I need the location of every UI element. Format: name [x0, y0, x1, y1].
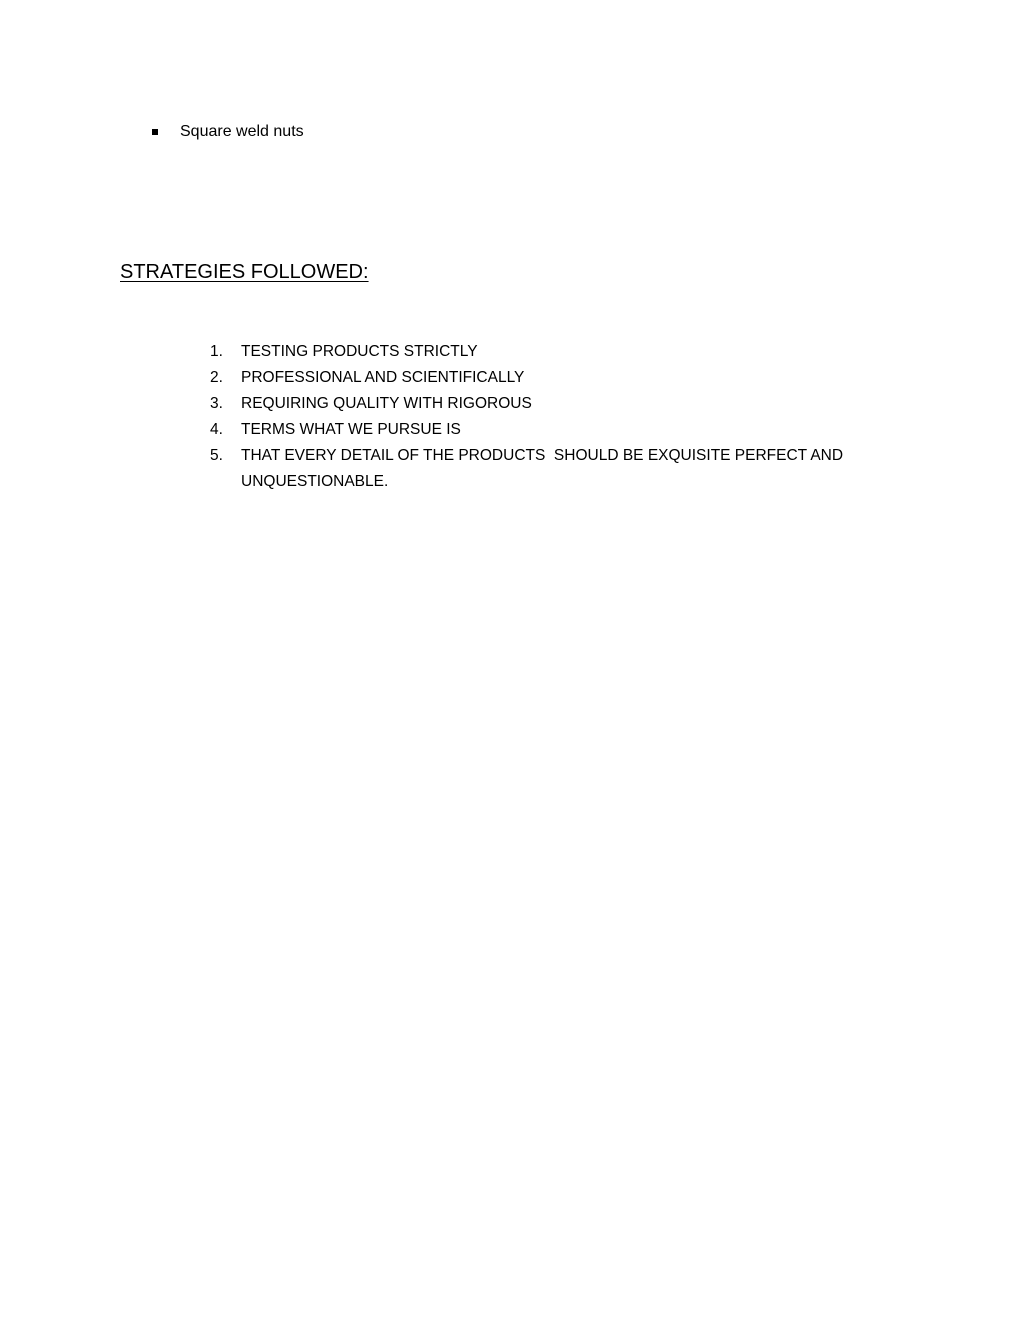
- bullet-list: [152, 121, 304, 143]
- list-item: [210, 443, 850, 495]
- list-item-number: 3.: [210, 395, 223, 412]
- list-item-number: 2.: [210, 369, 223, 386]
- list-item: [152, 121, 304, 143]
- list-item-text: Square weld nuts: [180, 123, 304, 140]
- list-item: [210, 417, 850, 443]
- list-item-text: THAT EVERY DETAIL OF THE PRODUCTS SHOULD BE EXQUISITE PERFECT AND UNQUESTIONABLE.: [241, 447, 848, 490]
- section-heading: STRATEGIES FOLLOWED:: [120, 261, 369, 283]
- list-item-number: 4.: [210, 421, 223, 438]
- list-item-text: REQUIRING QUALITY WITH RIGOROUS: [241, 395, 532, 412]
- list-item-text: TERMS WHAT WE PURSUE IS: [241, 421, 461, 438]
- list-item-text: TESTING PRODUCTS STRICTLY: [241, 343, 478, 360]
- list-item-number: 1.: [210, 343, 223, 360]
- list-item: [210, 339, 850, 365]
- list-item: [210, 391, 850, 417]
- strategies-list: [210, 339, 850, 495]
- list-item: [210, 365, 850, 391]
- list-item-text: PROFESSIONAL AND SCIENTIFICALLY: [241, 369, 525, 386]
- square-bullet-icon: [152, 129, 158, 135]
- list-item-number: 5.: [210, 447, 223, 464]
